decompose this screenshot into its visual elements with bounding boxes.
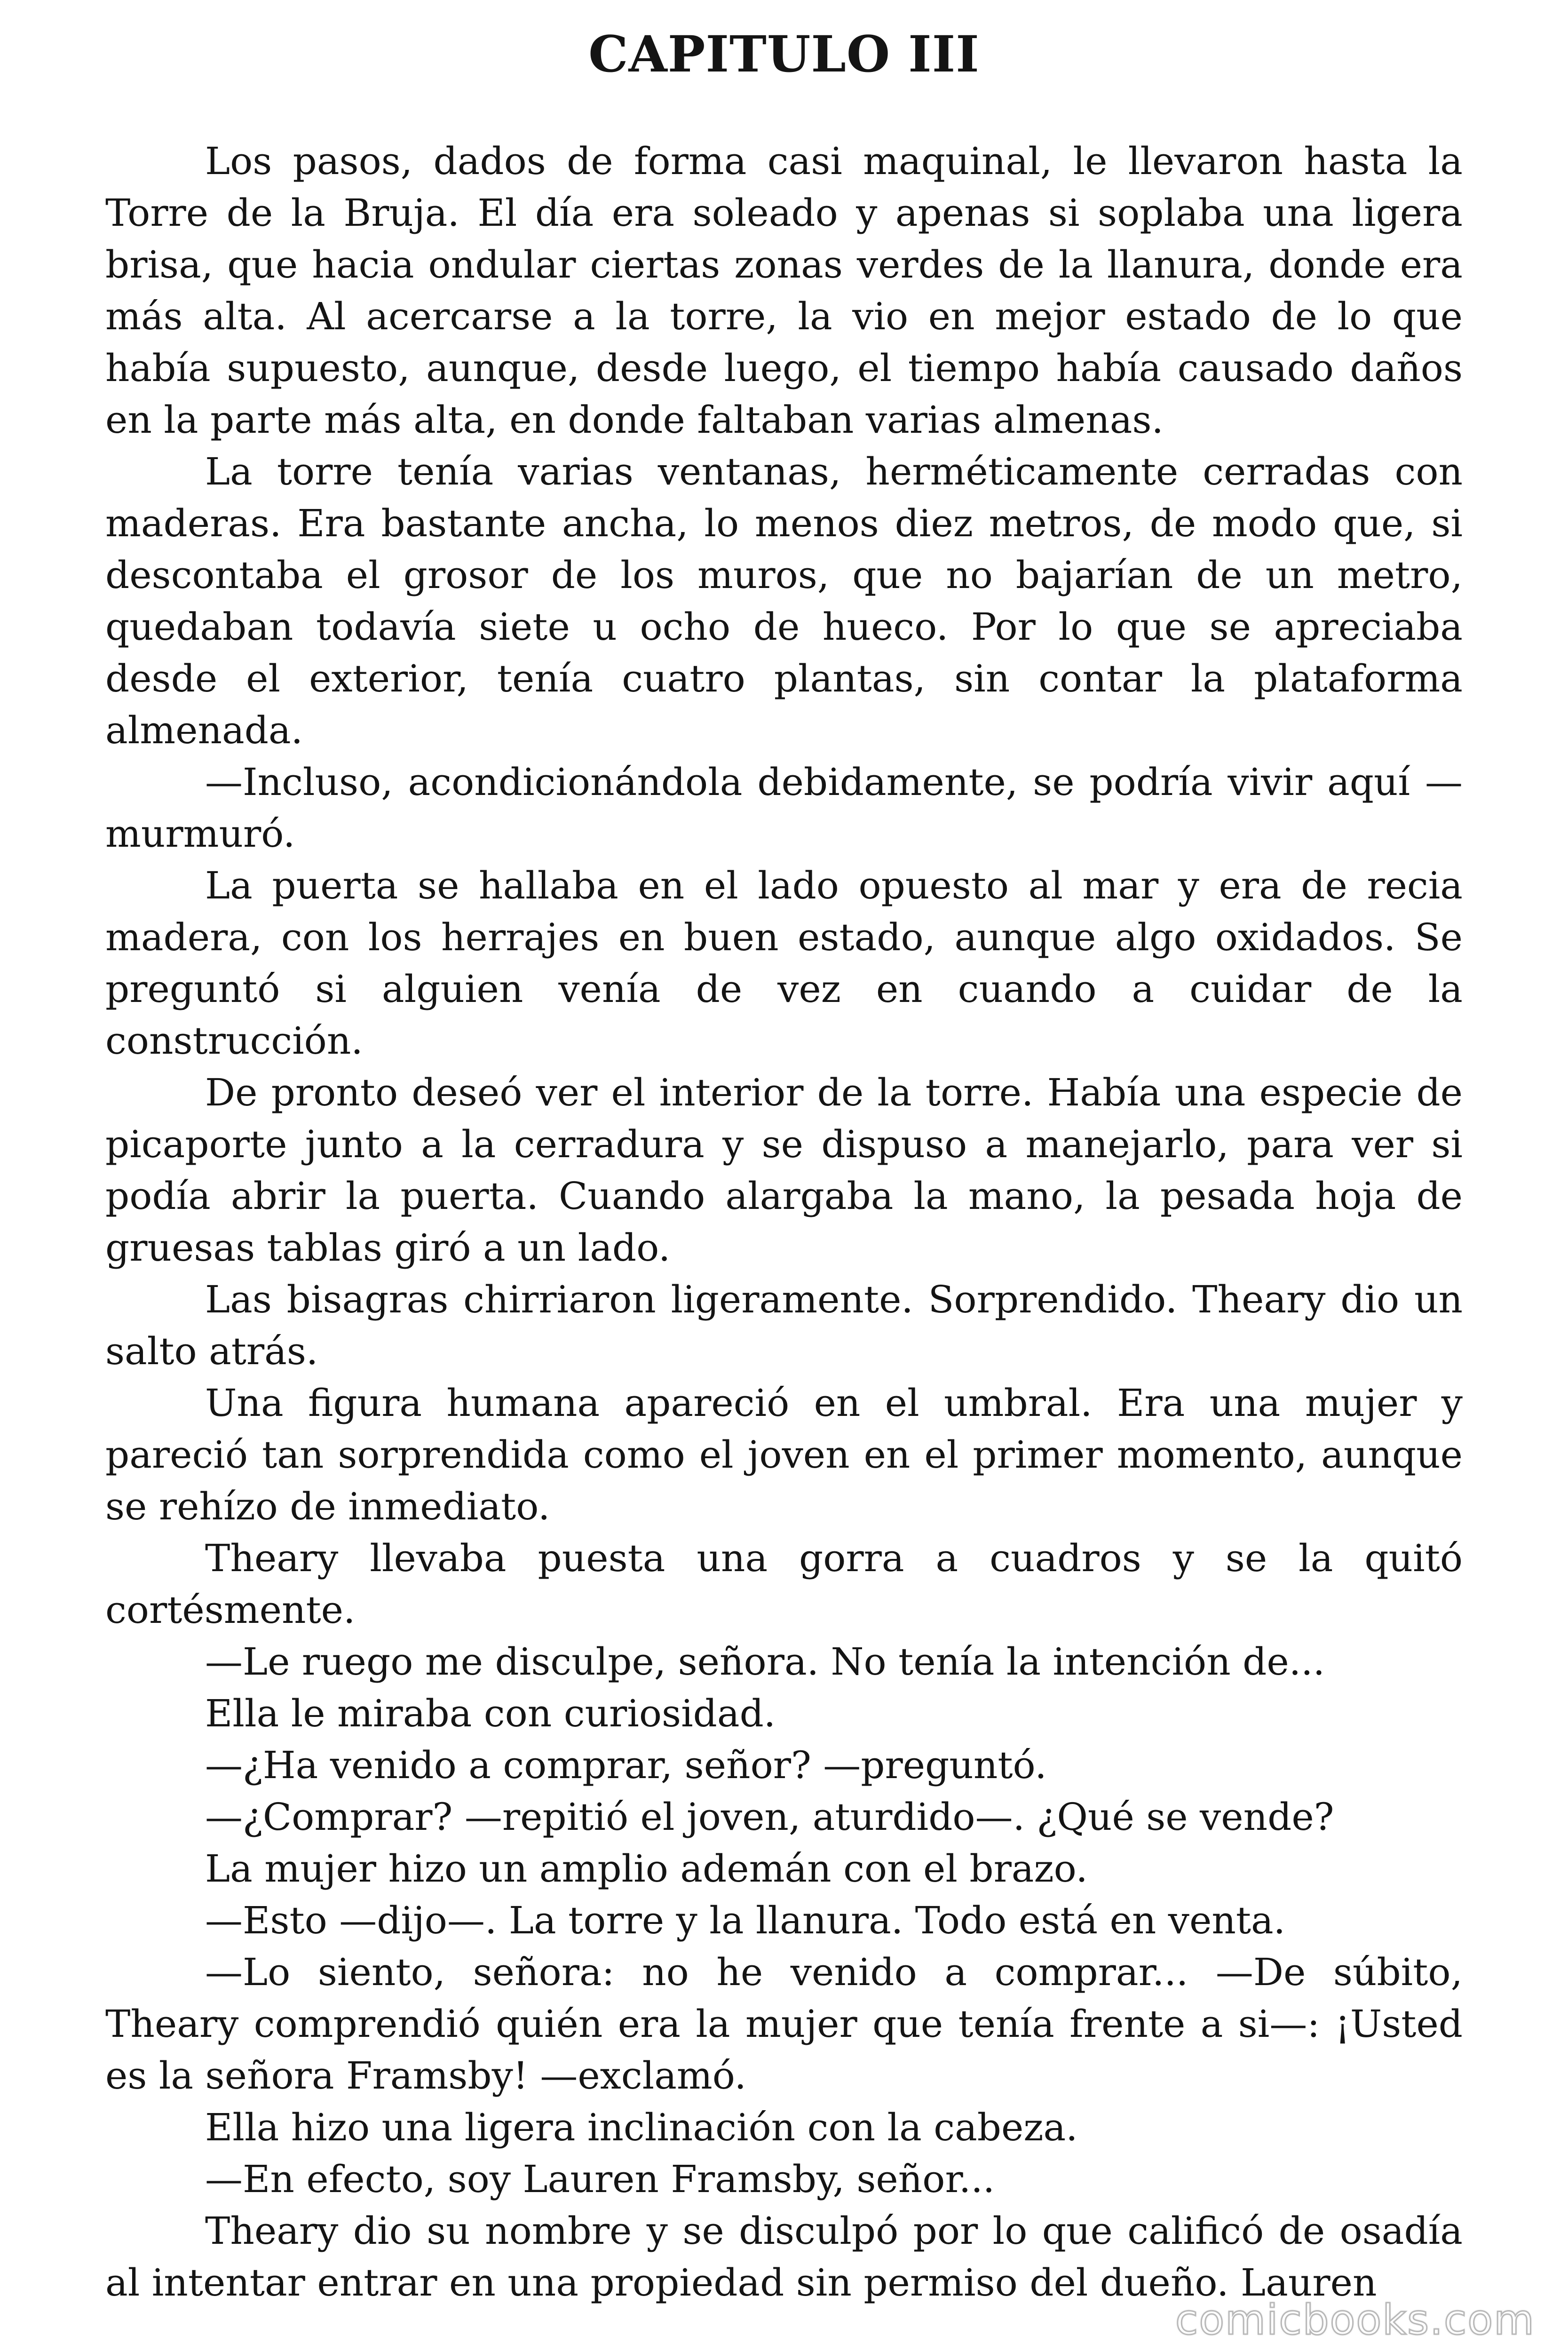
paragraph: —Esto —dijo—. La torre y la llanura. Todo está en venta. — [205, 1899, 1286, 1942]
paragraph: —¿Comprar? —repitió el joven, aturdido—. ¿Qué se vende? — [205, 1795, 1334, 1839]
paragraph: Las bisagras chirriaron ligeramente. Sorprendido. Theary dio un salto atrás. — [105, 1278, 1463, 1373]
paragraph: Theary llevaba puesta una gorra a cuadros y se la quitó cortésmente. — [105, 1536, 1463, 1632]
paragraph: Los pasos, dados de forma casi maquinal, le llevaron hasta la Torre de la Bruja. El día era soleado y apenas si soplaba una ligera brisa, que hacia ondular ciertas zonas verdes de la llanura, donde era más alta. Al acercarse a la torre, la vio en mejor estado de lo que había supuesto, aunque, desde luego, el tiempo había causado daños en la parte más alta, en donde faltaban varias almenas. — [105, 139, 1463, 442]
watermark: comicbooks.com — [1175, 2296, 1535, 2344]
paragraph: Ella hizo una ligera inclinación con la cabeza. — [205, 2106, 1078, 2149]
paragraph: Theary dio su nombre y se disculpó por lo que calificó de osadía al intentar entrar en una propiedad sin permiso del dueño. Lauren — [105, 2209, 1463, 2304]
chapter-title: CAPITULO III — [588, 24, 980, 83]
chapter-body — [105, 135, 1463, 2309]
paragraph: La mujer hizo un amplio ademán con el brazo. — [205, 1847, 1088, 1891]
paragraph: —Incluso, acondicionándola debidamente, se podría vivir aquí —murmuró. — [105, 760, 1463, 856]
paragraph: —En efecto, soy Lauren Framsby, señor... — [205, 2157, 995, 2201]
paragraph: La puerta se hallaba en el lado opuesto al mar y era de recia madera, con los herrajes en buen estado, aunque algo oxidados. Se preguntó si alguien venía de vez en cuando a cuidar de la construcción. — [105, 864, 1463, 1063]
paragraph: Una figura humana apareció en el umbral. Era una mujer y pareció tan sorprendida como el joven en el primer momento, aunque se rehízo de inmediato. — [105, 1381, 1463, 1528]
paragraph: La torre tenía varias ventanas, herméticamente cerradas con maderas. Era bastante ancha, lo menos diez metros, de modo que, si descontaba el grosor de los muros, que no bajarían de un metro, quedaban todavía siete u ocho de hueco. Por lo que se apreciaba desde el exterior, tenía cuatro plantas, sin contar la plataforma almenada. — [105, 450, 1463, 752]
paragraph: —Lo siento, señora: no he venido a comprar... —De súbito, Theary comprendió quién era la mujer que tenía frente a si—: ¡Usted es la señora Framsby! —exclamó. — [105, 1950, 1463, 2098]
paragraph: De pronto deseó ver el interior de la torre. Había una especie de picaporte junto a la cerradura y se dispuso a manejarlo, para ver si podía abrir la puerta. Cuando alargaba la mano, la pesada hoja de gruesas tablas giró a un lado. — [105, 1071, 1463, 1270]
paragraph: Ella le miraba con curiosidad. — [205, 1692, 776, 1735]
paragraph: —¿Ha venido a comprar, señor? —preguntó. — [205, 1743, 1047, 1787]
paragraph: —Le ruego me disculpe, señora. No tenía la intención de... — [205, 1640, 1325, 1684]
